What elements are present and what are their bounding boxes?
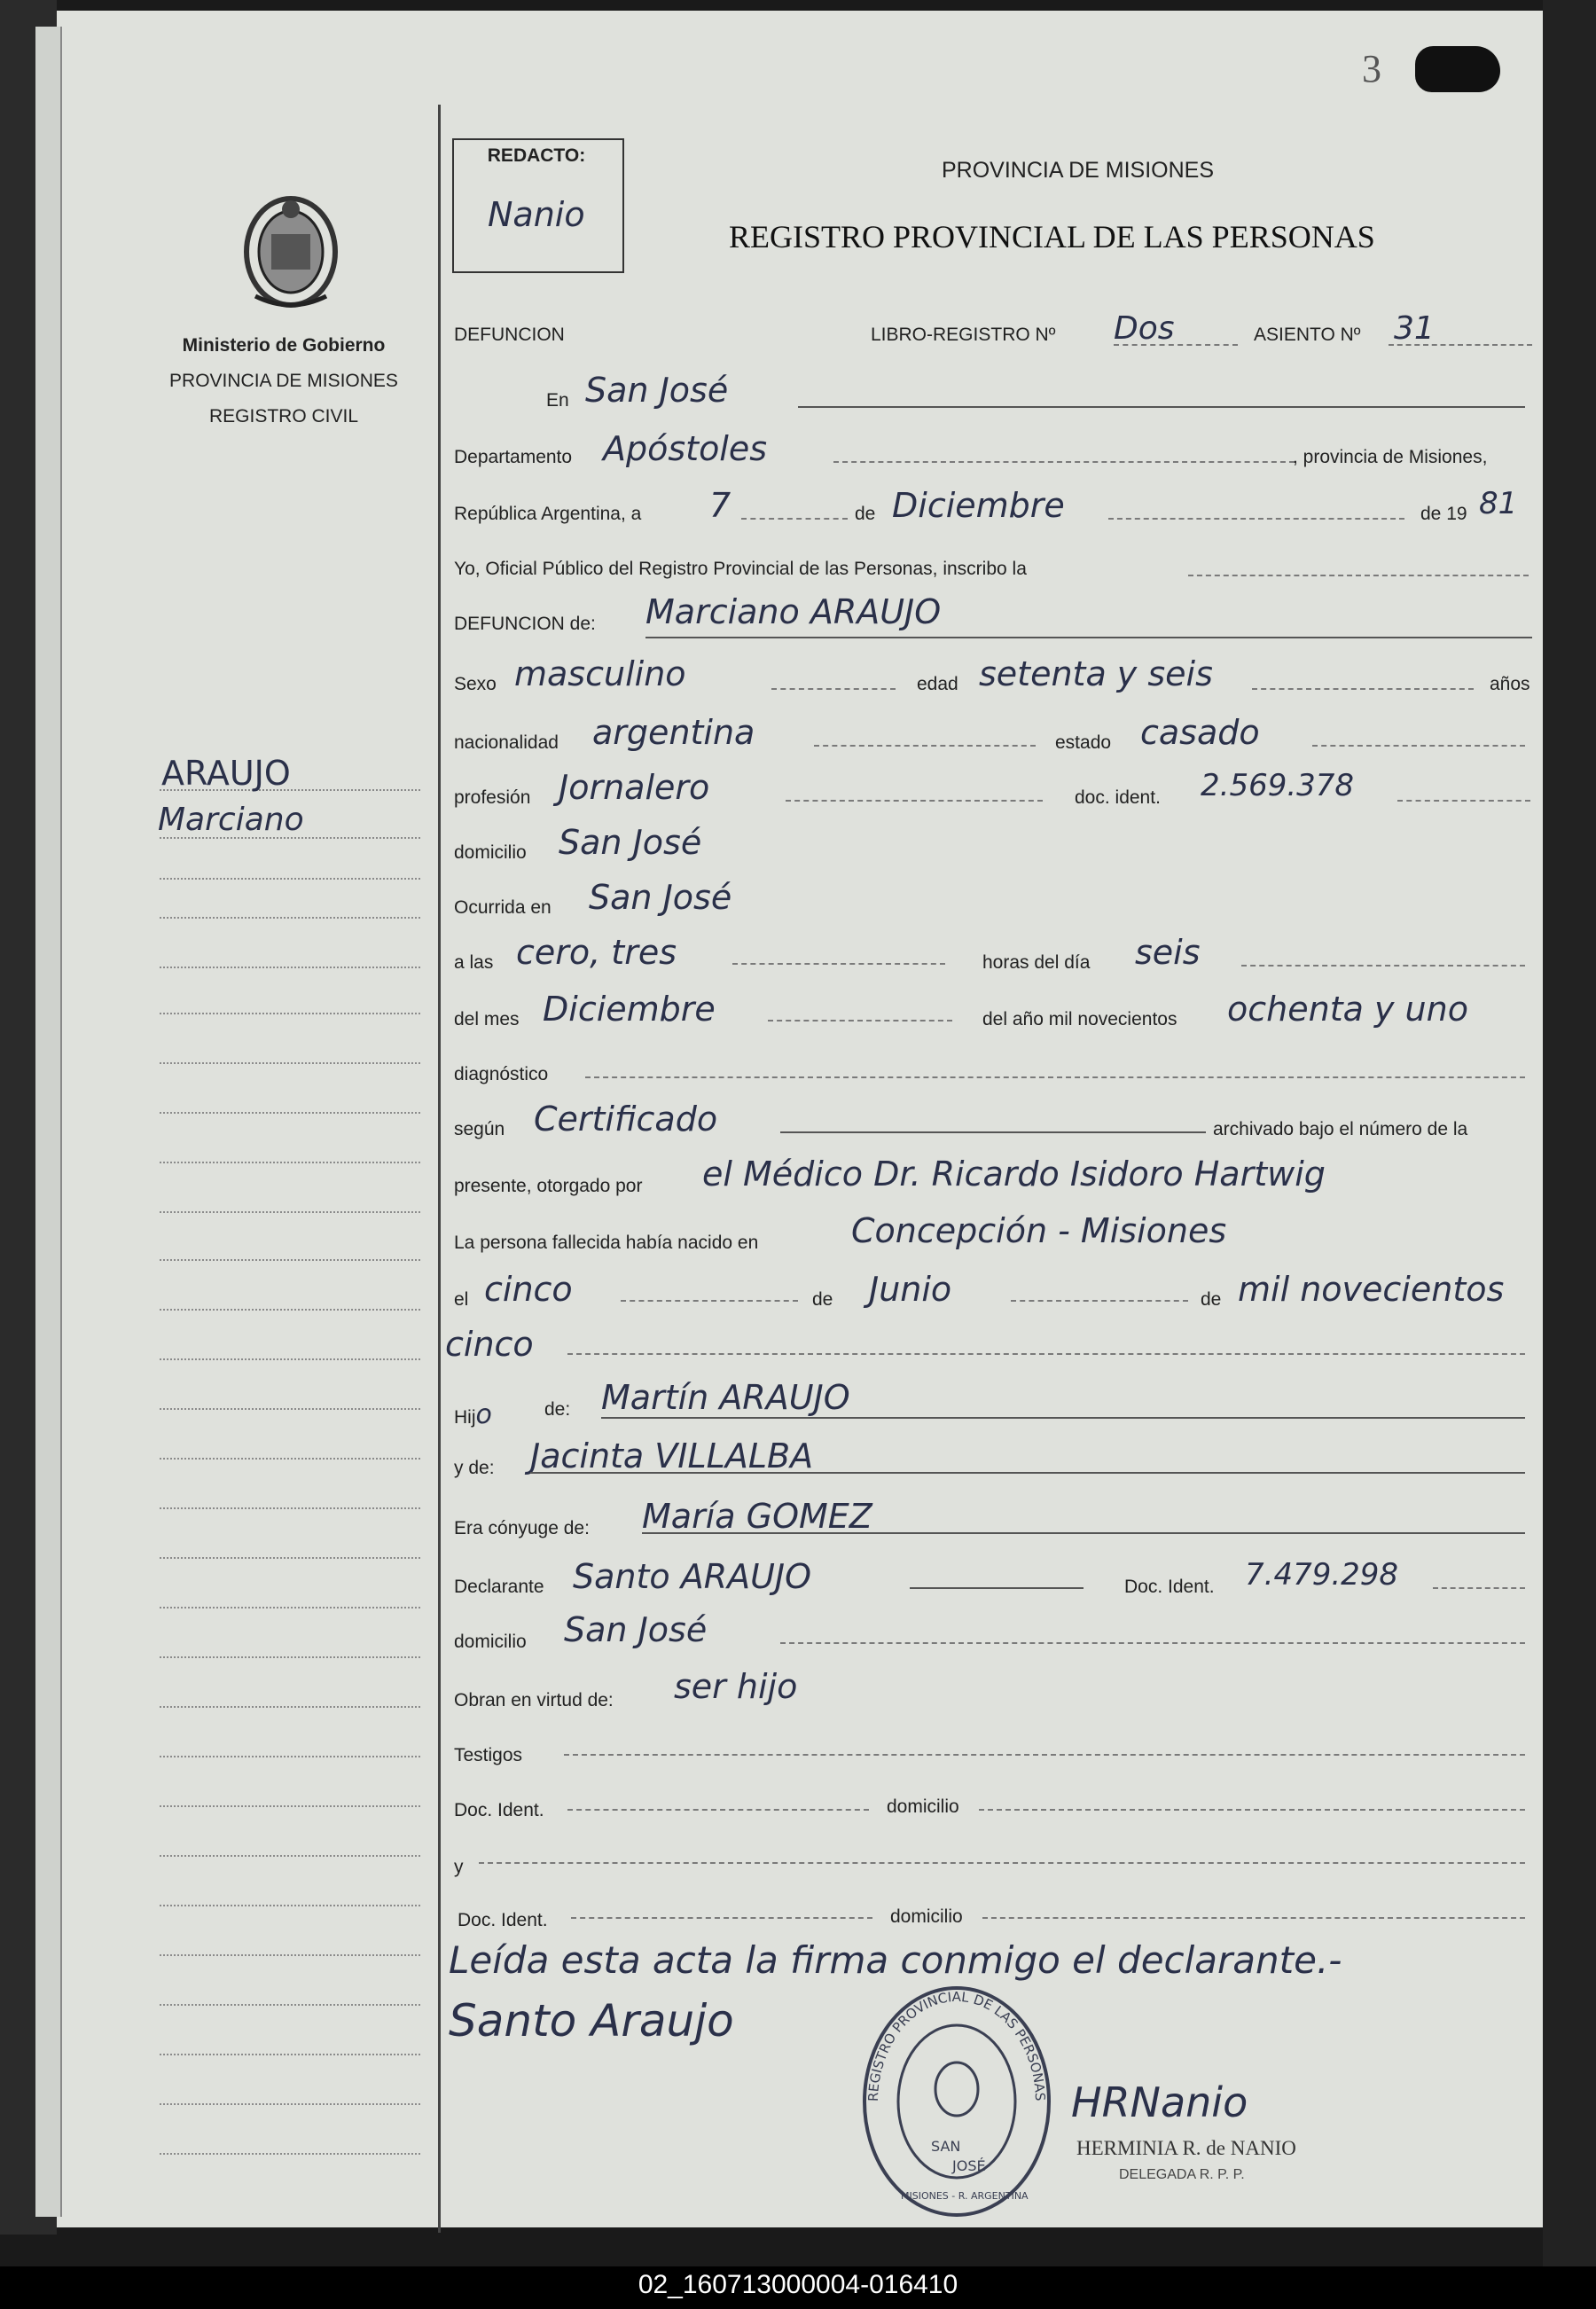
testigos-label: Testigos: [454, 1745, 523, 1765]
horas-label: horas del día: [982, 952, 1091, 973]
redacto-value: Nanio: [488, 195, 585, 234]
record-type-label: DEFUNCION: [454, 325, 565, 345]
rule: [979, 1809, 1525, 1811]
presente-value: el Médico Dr. Ricardo Isidoro Hartwig: [702, 1154, 1326, 1194]
margin-line: [160, 1557, 420, 1559]
obran-value: ser hijo: [674, 1667, 798, 1706]
nacionalidad-label: nacionalidad: [454, 732, 559, 753]
year-label: de 19: [1420, 504, 1467, 524]
horas-value: seis: [1135, 933, 1201, 972]
rule: [1397, 800, 1530, 802]
coat-of-arms-icon: [238, 190, 344, 312]
margin-line: [160, 1954, 420, 1956]
en-label: En: [546, 390, 569, 411]
header-registry: REGISTRO PROVINCIAL DE LAS PERSONAS: [729, 219, 1375, 254]
asiento-value: 31: [1394, 310, 1435, 347]
margin-line: [160, 1408, 420, 1410]
margin-line: [160, 1309, 420, 1311]
page-edge: [35, 27, 62, 2217]
stamp-bottom-text: MISIONES - R. ARGENTINA: [901, 2190, 1029, 2202]
month-value: Diciembre: [892, 486, 1065, 525]
departamento-value: Apóstoles: [603, 429, 768, 468]
day-value: 7: [709, 486, 732, 525]
rule: [585, 1076, 1525, 1078]
official-title: DELEGADA R. P. P.: [1119, 2167, 1245, 2182]
margin-line: [160, 2004, 420, 2006]
deceased-name: Marciano ARAUJO: [645, 592, 942, 631]
yo-text: Yo, Oficial Público del Registro Provincial de las Personas, inscribo la: [454, 559, 1027, 579]
rule: [621, 1300, 798, 1302]
edad-label: edad: [917, 674, 958, 694]
margin-line: [160, 1112, 420, 1114]
hijo-suffix: o: [475, 1399, 492, 1430]
margin-line: [160, 878, 420, 880]
margin-line: [160, 1162, 420, 1163]
redacto-label: REDACTO:: [487, 145, 586, 166]
rule: [1011, 1300, 1188, 1302]
obran-label: Obran en virtud de:: [454, 1690, 614, 1710]
margin-line: [160, 1756, 420, 1757]
ink-blot: [1415, 46, 1500, 92]
rule: [530, 1472, 1525, 1474]
doc-ident-value: 2.569.378: [1201, 768, 1355, 803]
margin-line: [160, 1259, 420, 1261]
en-value: San José: [585, 371, 729, 410]
alas-label: a las: [454, 952, 494, 973]
rule: [771, 688, 896, 690]
declarante-label: Declarante: [454, 1577, 544, 1597]
sexo-value: masculino: [514, 654, 686, 693]
margin-line: [160, 2153, 420, 2155]
rule: [780, 1131, 1206, 1133]
rule: [982, 1917, 1525, 1919]
ministry-line3: REGISTRO CIVIL: [208, 406, 359, 427]
diagnostico-label: diagnóstico: [454, 1064, 549, 1084]
margin-line: [160, 1211, 420, 1213]
domicilio-label: domicilio: [454, 842, 527, 863]
official-name: HERMINIA R. de NANIO: [1076, 2137, 1296, 2159]
hijo-de-label: de:: [544, 1399, 571, 1420]
rule: [741, 518, 848, 520]
closing-statement: Leída esta acta la firma conmigo el declarante.-: [449, 1938, 1342, 1982]
de-label: de: [855, 504, 876, 524]
rule: [1188, 575, 1529, 576]
profesion-value: Jornalero: [559, 768, 710, 807]
y-label: y: [454, 1857, 464, 1877]
libro-value: Dos: [1114, 310, 1175, 347]
de-label-3: de: [1201, 1289, 1222, 1310]
hijo-label: [454, 1399, 492, 1430]
father-name: Martín ARAUJO: [601, 1378, 850, 1417]
domicilio2-label: domicilio: [454, 1632, 527, 1652]
rule: [1389, 344, 1532, 346]
ocurrida-value: San José: [589, 878, 732, 917]
rule: [1241, 965, 1525, 967]
anio-value: ochenta y uno: [1227, 990, 1468, 1029]
rule: [567, 1353, 1525, 1355]
rule: [479, 1862, 1525, 1864]
domicilio-value: San José: [559, 823, 702, 862]
el-label: el: [454, 1289, 469, 1310]
rule: [1252, 688, 1474, 690]
official-stamp-icon: [860, 1983, 1053, 2220]
mes-label: del mes: [454, 1009, 520, 1029]
margin-surname: ARAUJO: [161, 754, 291, 793]
segun-value: Certificado: [534, 1100, 718, 1139]
doc-ident2-value: 7.479.298: [1245, 1557, 1399, 1593]
margin-line: [160, 967, 420, 968]
rule: [601, 1417, 1525, 1419]
de-label-2: de: [812, 1289, 833, 1310]
margin-line: [160, 2054, 420, 2055]
republica-label: República Argentina, a: [454, 504, 642, 524]
nacido-label: La persona fallecida había nacido en: [454, 1233, 759, 1253]
edad-value: setenta y seis: [979, 654, 1213, 693]
defuncion-de-label: DEFUNCION de:: [454, 614, 596, 634]
rule: [1114, 344, 1238, 346]
domicilio3-label: domicilio: [887, 1796, 959, 1817]
domicilio4-label: domicilio: [890, 1906, 963, 1927]
rule: [1108, 518, 1404, 520]
rule: [768, 1020, 952, 1021]
margin-line: [160, 1013, 420, 1014]
provincia-suffix: , provincia de Misiones,: [1293, 447, 1488, 467]
hijo-label-text: Hij: [454, 1407, 476, 1428]
declarant-signature: Santo Araujo: [449, 1995, 734, 2047]
right-shadow: [1543, 0, 1596, 2270]
birth-month: Junio: [869, 1270, 952, 1309]
nacionalidad-value: argentina: [592, 713, 755, 752]
departamento-label: Departamento: [454, 447, 573, 467]
estado-label: estado: [1055, 732, 1112, 753]
ocurrida-label: Ocurrida en: [454, 897, 552, 918]
header-province: PROVINCIA DE MISIONES: [942, 158, 1215, 183]
mes-value: Diciembre: [543, 990, 716, 1029]
margin-line: [160, 1706, 420, 1708]
margin-line: [160, 1607, 420, 1608]
margin-line: [160, 1358, 420, 1360]
nacido-value: Concepción - Misiones: [851, 1211, 1227, 1250]
doc-ident3-label: Doc. Ident.: [454, 1800, 544, 1820]
ministry-line2: PROVINCIA DE MISIONES: [169, 371, 398, 391]
year-value: 81: [1479, 486, 1518, 521]
official-signature: HRNanio: [1071, 2078, 1248, 2126]
birth-year-b: cinco: [445, 1325, 534, 1364]
profesion-label: profesión: [454, 787, 531, 808]
rule: [786, 800, 1043, 802]
conyuge-value: María GOMEZ: [642, 1497, 872, 1536]
margin-line: [160, 1458, 420, 1460]
birth-year-a: mil novecientos: [1238, 1270, 1505, 1309]
margin-line: [160, 1062, 420, 1064]
margin-line: [160, 2103, 420, 2105]
page-number: 3: [1362, 47, 1381, 90]
y-de-label: y de:: [454, 1458, 495, 1478]
margin-line: [160, 1656, 420, 1658]
doc-ident2-label: Doc. Ident.: [1124, 1577, 1215, 1597]
rule: [642, 1532, 1525, 1534]
domicilio2-value: San José: [564, 1610, 708, 1649]
rule: [833, 461, 1295, 463]
margin-line: [160, 1855, 420, 1857]
image-caption: 02_160713000004-016410: [638, 2270, 958, 2299]
margin-divider: [438, 105, 441, 2233]
libro-label: LIBRO-REGISTRO Nº: [871, 325, 1056, 345]
segun-label: según: [454, 1119, 505, 1139]
asiento-label: ASIENTO Nº: [1254, 325, 1361, 345]
anio-label: del año mil novecientos: [982, 1009, 1177, 1029]
margin-line: [160, 917, 420, 919]
doc-ident-label: doc. ident.: [1075, 787, 1161, 808]
stamp-ring-text: REGISTRO PROVINCIAL DE LAS PERSONAS: [864, 1988, 1049, 2102]
declarante-value: Santo ARAUJO: [573, 1557, 812, 1596]
rule: [564, 1754, 1525, 1756]
rule: [567, 1809, 869, 1811]
rule: [780, 1642, 1525, 1644]
margin-line: [160, 1805, 420, 1807]
rule: [798, 406, 1525, 408]
rule: [1312, 745, 1525, 747]
margin-line: [160, 1507, 420, 1509]
rule: [910, 1587, 1084, 1589]
margin-given-name: Marciano: [158, 802, 304, 838]
presente-label: presente, otorgado por: [454, 1176, 643, 1196]
ministry-line1: Ministerio de Gobierno: [182, 335, 386, 356]
margin-line: [160, 1905, 420, 1906]
birth-day: cinco: [484, 1270, 573, 1309]
alas-value: cero, tres: [516, 933, 677, 972]
rule: [571, 1917, 872, 1919]
stamp-center-bottom: JOSÉ: [952, 2157, 986, 2174]
mother-name: Jacinta VILLALBA: [530, 1436, 814, 1475]
doc-ident4-label: Doc. Ident.: [458, 1910, 548, 1930]
archivado-label: archivado bajo el número de la: [1213, 1119, 1468, 1139]
anos-label: años: [1490, 674, 1530, 694]
sexo-label: Sexo: [454, 674, 497, 694]
rule: [1433, 1587, 1525, 1589]
stamp-center-top: SAN: [931, 2138, 961, 2155]
ministry-block: [133, 335, 434, 442]
estado-value: casado: [1140, 713, 1260, 752]
rule: [645, 637, 1532, 638]
rule: [814, 745, 1036, 747]
rule: [732, 963, 945, 965]
conyuge-label: Era cónyuge de:: [454, 1518, 590, 1538]
